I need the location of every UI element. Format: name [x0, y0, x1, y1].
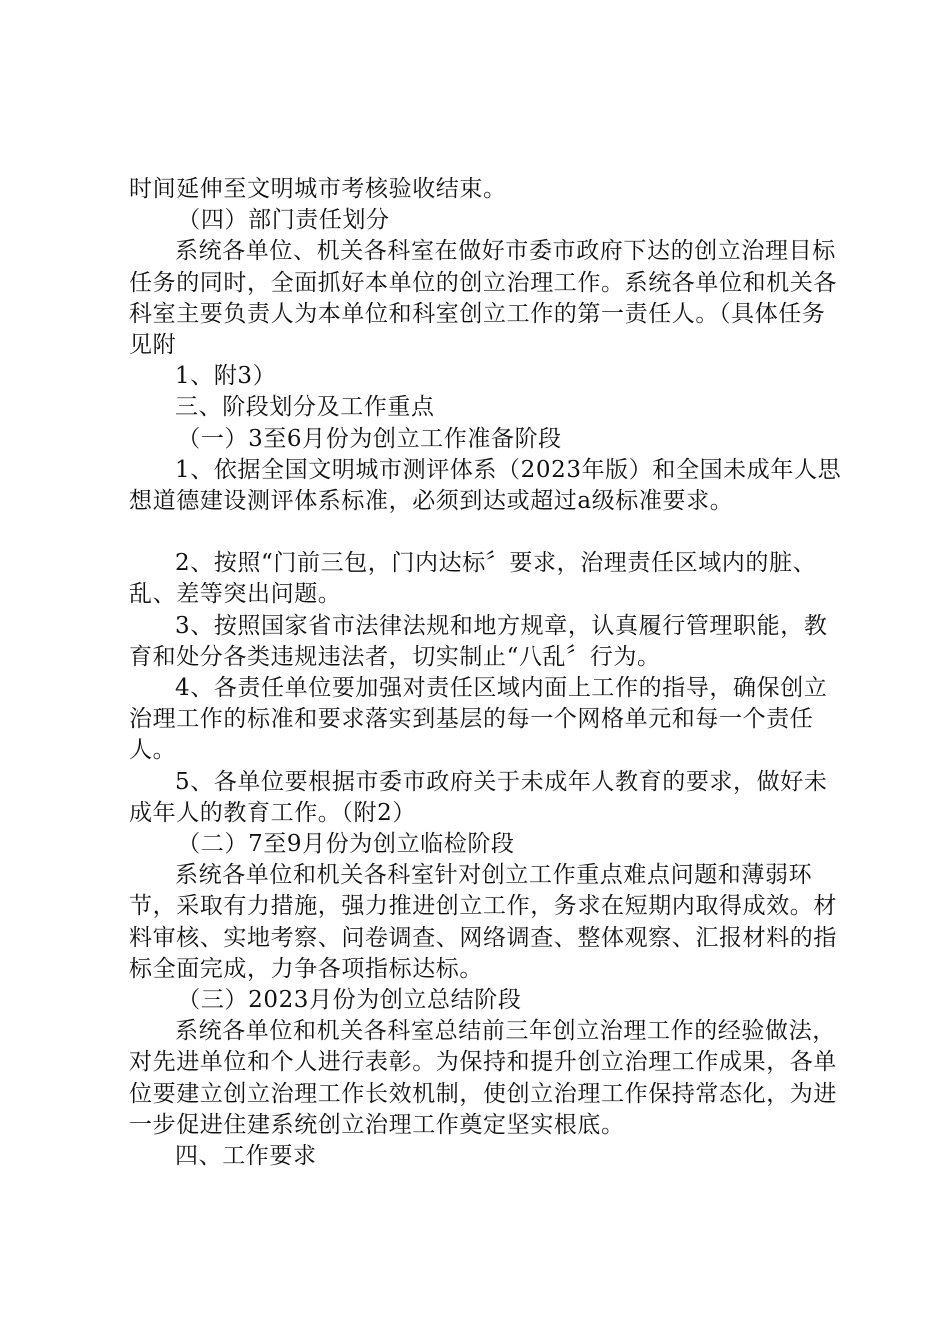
- list-item-4: 4、各责任单位要加强对责任区域内面上工作的指导，确保创立治理工作的标准和要求落实到基层的每一个网格单元和每一个责任人。: [129, 675, 828, 764]
- heading-stage-summary: （三）2023月份为创立总结阶段: [177, 987, 522, 1014]
- document-body: [129, 174, 849, 1172]
- paragraph-continuation: 时间延伸至文明城市考核验收结束。: [129, 176, 507, 202]
- heading-stage-preparation: （一）3至6月份为创立工作准备阶段: [177, 425, 562, 452]
- list-item-2: 2、按照“门前三包，门内达标〞要求，治理责任区域内的脏、乱、差等突出问题。: [129, 550, 817, 608]
- heading-work-requirements: 四、工作要求: [175, 1143, 317, 1170]
- list-item-1: 1、依据全国文明城市测评体系（2023年版）和全国未成年人思想道德建设测评体系标准，必须到达或超过a级标准要求。: [129, 456, 842, 515]
- paragraph-summary: 系统各单位和机关各科室总结前三年创立治理工作的经验做法，对先进单位和个人进行表彰。为保持和提升创立治理工作成果，各单位要建立创立治理工作长效机制，使创立治理工作保持常态化，为进一步促进住建系统创立治理工作奠定坚实根底。: [129, 1018, 837, 1138]
- paragraph-inspection: 系统各单位和机关各科室针对创立工作重点难点问题和薄弱环节，采取有力措施，强力推进创立工作，务求在短期内取得成效。材料审核、实地考察、问卷调查、网络调查、整体观察、汇报材料的指标全面完成，力争各项指标达标。: [129, 862, 837, 982]
- paragraph-attachment-ref: 1、附3）: [175, 363, 277, 390]
- heading-stage-inspection: （二）7至9月份为创立临检阶段: [177, 831, 515, 858]
- paragraph-responsibility: 系统各单位、机关各科室在做好市委市政府下达的创立治理目标任务的同时，全面抓好本单位的创立治理工作。系统各单位和机关各科室主要负责人为本单位和科室创立工作的第一责任人。（具体任务见附: [129, 238, 837, 359]
- heading-department-responsibility: （四）部门责任划分: [177, 207, 390, 234]
- list-item-3: 3、按照国家省市法律法规和地方规章，认真履行管理职能，教育和处分各类违规违法者，切实制止“八乱〞行为。: [129, 612, 828, 670]
- list-item-5: 5、各单位要根据市委市政府关于未成年人教育的要求，做好未成年人的教育工作。（附2）: [129, 768, 828, 826]
- heading-stages: 三、阶段划分及工作重点: [175, 394, 435, 421]
